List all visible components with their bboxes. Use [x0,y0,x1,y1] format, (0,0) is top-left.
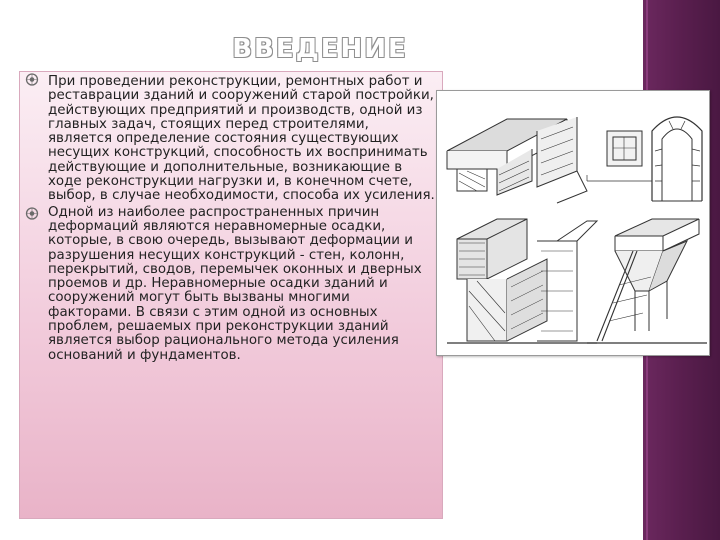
ornamental-bullet-icon [25,207,39,220]
bullet-text: При проведении реконструкции, ремонтных работ и реставрации зданий и сооружений старой постройки, действующих предприятий и производств, одной из главных задач, стоящих перед строителями, является определение состояния существующих несущих конструкций, способность их воспринимать действующие и дополнительные, возникающие в ходе реконструкции нагрузки и, в конечном счете, выбор, в случае необходимости, способа их усиления. [48,74,435,204]
structural-drawing-figure [436,90,710,356]
slide-title: ВВЕДЕНИЕ [232,34,408,64]
bullet-item [20,206,442,363]
ornamental-bullet-icon [25,73,39,86]
bullet-text: Одной из наиболее распространенных причин деформаций являются неравномерные осадки, которые, в свою очередь, вызывают деформации и разрушения несущих конструкций - стен, колонн, перекрытий, сводов, перемычек оконных и дверных проемов и др. Неравномерные осадки зданий и сооружений могут быть вызваны многими факторами. В связи с этим одной из основных проблем, решаемых при реконструкции зданий является выбор рационального метода усиления оснований и фундаментов. [48,204,422,363]
text-panel [19,71,443,519]
structural-reinforcement-drawing [437,91,709,355]
bullet-item [20,72,442,204]
